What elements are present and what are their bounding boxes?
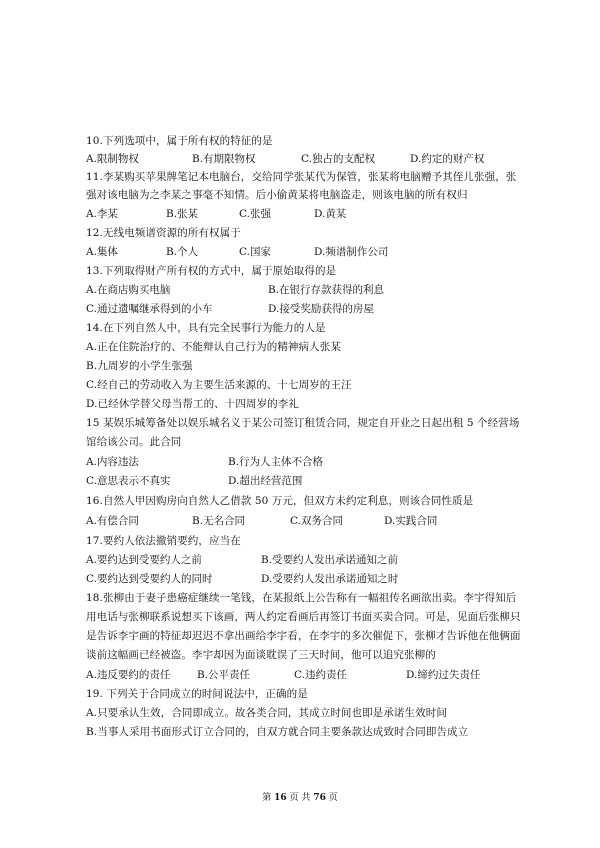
- option-d: D.受要约人发出承诺通知之时: [261, 573, 399, 585]
- question-13-options-row-2: [86, 302, 522, 316]
- current-page-number: 16: [274, 793, 287, 803]
- option-a: A.限制物权: [86, 153, 139, 165]
- option-b: B.张某: [166, 208, 199, 220]
- question-16-options: [86, 514, 522, 528]
- question-19-option-b: B.当事人采用书面形式订立合同的，自双方就合同主要条款达成致时合同即告成立: [86, 726, 469, 738]
- option-a: A.在商店购买电脑: [86, 284, 171, 296]
- option-a: A.违反要约的责任: [86, 669, 171, 681]
- option-d: D.缔约过失责任: [406, 669, 481, 681]
- question-15-options-row-2: [86, 474, 522, 488]
- question-14-stem: 14.在下列自然人中，具有完全民事行为能力的人是: [86, 322, 326, 334]
- option-c: C.双务合同: [290, 515, 343, 527]
- question-16-stem: 16.自然人甲因购房向自然人乙借款 50 万元，但双方未约定利息，则该合同性质是: [86, 495, 474, 507]
- question-10-options: [86, 152, 522, 166]
- option-a: A.要约达到受要约人之前: [86, 554, 202, 566]
- question-14-option-d: D.已经休学替父母当帮工的、十四周岁的李礼: [86, 398, 299, 410]
- question-19-stem: 19. 下列关于合同成立的时间说法中，正确的是: [86, 688, 308, 700]
- question-11-stem-line-1: 11.李某购买苹果牌笔记本电脑台，交给同学张某代为保管，张某将电脑赠予其侄儿张强，张: [86, 171, 517, 183]
- question-14-option-c: C.经自己的劳动收入为主要生活来源的、十七周岁的王汪: [86, 379, 352, 391]
- option-b: B.行为人主体不合格: [228, 456, 324, 468]
- option-b: B.个人: [166, 246, 199, 258]
- question-13-stem: 13.下列取得财产所有权的方式中，属于原始取得的是: [86, 265, 337, 277]
- page-footer: [0, 790, 600, 803]
- option-b: B.有期限物权: [192, 153, 256, 165]
- option-c: C.要约达到受要约人的同时: [86, 573, 213, 585]
- option-a: A.集体: [86, 246, 118, 258]
- option-b: B.无名合同: [192, 515, 246, 527]
- question-19-option-a: A.只要承认生效，合同即成立。故各类合同，其成立时间也即是承诺生效时间: [86, 707, 447, 719]
- question-12-stem: 12.无线电频谱资源的所有权属于: [86, 227, 241, 239]
- footer-suffix: 页: [328, 793, 338, 803]
- question-15-options-row-1: [86, 455, 522, 469]
- option-c: C.违约责任: [294, 669, 347, 681]
- option-d: D.超出经营范围: [228, 475, 303, 487]
- question-18-stem-line-2: 用电话与张柳联系说想买下该画，两人约定看画后再签订书面买卖合同。可是，见面后张柳只: [86, 611, 521, 623]
- question-18-options: [86, 668, 522, 682]
- option-c: C.独占的支配权: [301, 153, 375, 165]
- question-10-stem: 10.下列选项中，属于所有权的特征的是: [86, 135, 273, 147]
- option-d: D.黄某: [314, 208, 347, 220]
- question-17-options-row-2: [86, 572, 522, 586]
- option-d: D.接受奖励获得的房屋: [268, 303, 374, 315]
- footer-prefix: 第: [262, 793, 272, 803]
- option-b: B.公平责任: [197, 669, 251, 681]
- option-c: C.意思表示不真实: [86, 475, 171, 487]
- option-a: A.内容违法: [86, 456, 139, 468]
- option-d: D.实践合同: [384, 515, 438, 527]
- option-b: B.在银行存款获得的利息: [268, 284, 385, 296]
- option-c: C.张强: [239, 208, 271, 220]
- question-15-stem-line-2: 馆给该公司。此合同: [86, 436, 182, 448]
- question-18-stem-line-3: 是告诉李宇画的特征却迟迟不拿出画给李宇看，在李宇的多次催促下，张柳才告诉他在他俩面: [86, 630, 521, 642]
- question-14-option-a: A.正在住院治疗的、不能辩认自己行为的精神病人张某: [86, 341, 341, 353]
- question-14-option-b: B.九周岁的小学生张强: [86, 360, 193, 372]
- option-d: D.约定的财产权: [410, 153, 485, 165]
- option-a: A.有偿合同: [86, 515, 139, 527]
- question-11-options: [86, 207, 522, 221]
- question-18-stem-line-1: 18.张柳由于妻子患癌症继续一笔钱，在某报纸上公告称有一幅祖传名画欲出卖。李宇得知后: [86, 592, 517, 604]
- question-15-stem-line-1: 15 某娱乐城筹备处以娱乐城名义于某公司签订租赁合同，规定自开业之日起出租 5 个经营场: [86, 417, 520, 429]
- option-d: D.频谱制作公司: [314, 246, 389, 258]
- option-a: A.李某: [86, 208, 118, 220]
- question-13-options-row-1: [86, 283, 522, 297]
- total-page-count: 76: [313, 793, 326, 803]
- question-12-options: [86, 245, 522, 259]
- question-17-options-row-1: [86, 553, 522, 567]
- question-18-stem-line-4: 谈前这幅画已经被盗。李宇却因为面谈耽误了三天时间，他可以追究张柳的: [86, 649, 436, 661]
- option-b: B.受要约人发出承诺通知之前: [261, 554, 399, 566]
- option-c: C.国家: [239, 246, 271, 258]
- question-17-stem: 17.要约人依法撤销要约，应当在: [86, 535, 241, 547]
- footer-middle: 页 共: [289, 793, 311, 803]
- question-11-stem-line-2: 强对该电脑为之李某之事毫不知情。后小偷黄某将电脑盗走，则该电脑的所有权归: [86, 189, 468, 201]
- option-c: C.通过遗嘱继承得到的小车: [86, 303, 213, 315]
